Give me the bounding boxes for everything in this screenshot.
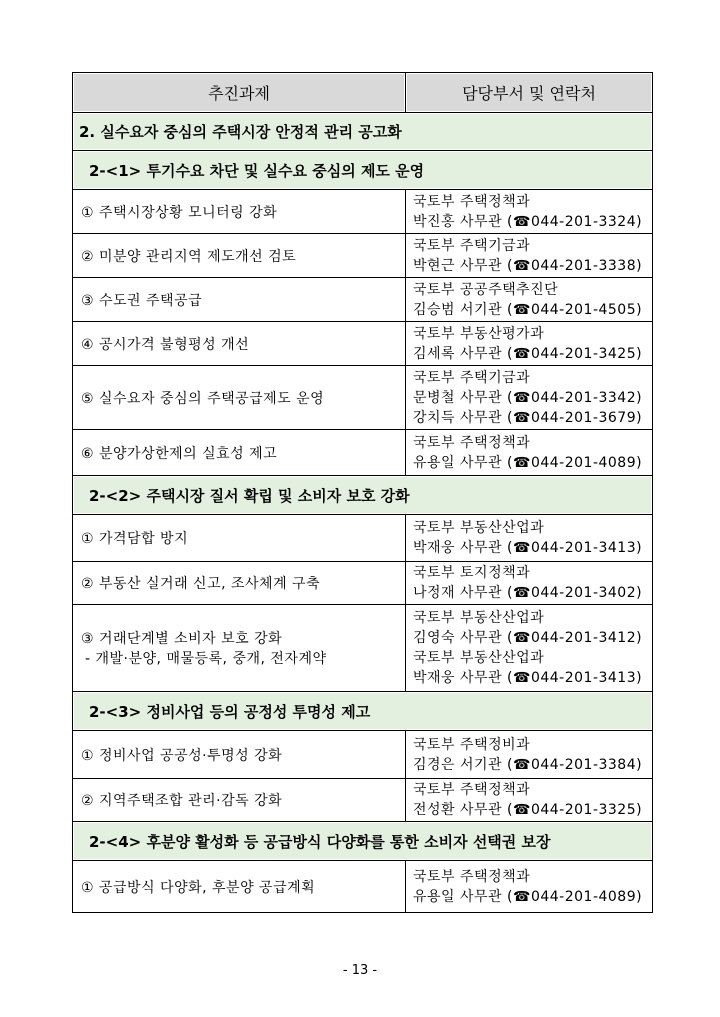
contact-line: 김영숙 사무관 (☎044-201-3412)	[413, 630, 643, 646]
subsection-row	[73, 151, 653, 190]
section-title: 2. 실수요자 중심의 주택시장 안정적 관리 공고화	[73, 113, 653, 151]
subsection-row	[73, 476, 653, 515]
contact-line: 박진홍 사무관 (☎044-201-3324)	[413, 213, 643, 230]
table-row	[73, 605, 653, 692]
task-cell	[73, 731, 406, 779]
contact-line: 국토부 주택정책과	[413, 193, 531, 210]
contact-cell	[406, 605, 653, 692]
contact-line: 김승범 서기관 (☎044-201-4505)	[413, 301, 643, 318]
table-row	[73, 515, 653, 562]
contact-line: 문병철 사무관 (☎044-201-3342)	[413, 389, 643, 406]
table-row	[73, 278, 653, 322]
contact-cell	[406, 562, 653, 605]
table-row	[73, 861, 653, 913]
contact-cell	[406, 779, 653, 822]
table-row	[73, 562, 653, 605]
contact-line: 국토부 주택기금과	[413, 237, 531, 254]
task-cell	[73, 278, 406, 322]
task-label: ① 주택시장상황 모니터링 강화	[81, 204, 278, 221]
table-row	[73, 731, 653, 779]
task-label: ① 공급방식 다양화, 후분양 공급계획	[81, 879, 316, 896]
contact-cell	[406, 430, 653, 476]
task-label: ② 미분양 관리지역 제도개선 검토	[81, 248, 297, 265]
contact-line: 국토부 부동산산업과	[413, 650, 545, 666]
task-note: - 개발·분양, 매물등록, 중개, 전자계약	[85, 651, 327, 667]
contact-line: 박현근 사무관 (☎044-201-3338)	[413, 257, 643, 274]
task-cell	[73, 430, 406, 476]
contact-line: 국토부 주택정책과	[413, 868, 531, 885]
responsibility-table	[72, 72, 653, 913]
subsection-title: 2-<3> 정비사업 등의 공정성 투명성 제고	[73, 692, 653, 731]
task-label: ② 부동산 실거래 신고, 조사체계 구축	[81, 576, 321, 592]
task-cell	[73, 366, 406, 430]
contact-cell	[406, 366, 653, 430]
header-contact: 담당부서 및 연락처	[406, 73, 653, 113]
contact-line: 김경은 서기관 (☎044-201-3384)	[413, 756, 643, 773]
table-header-row	[73, 73, 653, 113]
contact-line: 국토부 공공주택추진단	[413, 281, 559, 298]
task-cell	[73, 190, 406, 234]
contact-cell	[406, 515, 653, 562]
contact-line: 국토부 주택정책과	[413, 782, 531, 798]
task-cell	[73, 861, 406, 913]
task-cell	[73, 605, 406, 692]
task-label: ① 정비사업 공공성·투명성 강화	[81, 747, 283, 764]
contact-line: 전성환 사무관 (☎044-201-3325)	[413, 802, 643, 818]
section-row	[73, 113, 653, 151]
task-label: ⑤ 실수요자 중심의 주택공급제도 운영	[81, 390, 325, 407]
contact-line: 나정재 사무관 (☎044-201-3402)	[413, 585, 643, 601]
contact-line: 유용일 사무관 (☎044-201-4089)	[413, 888, 643, 905]
contact-line: 강치득 사무관 (☎044-201-3679)	[413, 409, 643, 426]
contact-cell	[406, 322, 653, 366]
contact-line: 유용일 사무관 (☎044-201-4089)	[413, 454, 643, 471]
page-number: - 13 -	[342, 963, 378, 978]
contact-cell	[406, 731, 653, 779]
task-label: ⑥ 분양가상한제의 실효성 제고	[81, 445, 278, 462]
table-row	[73, 430, 653, 476]
contact-line: 국토부 주택정비과	[413, 736, 531, 753]
contact-cell	[406, 190, 653, 234]
contact-line: 김세록 사무관 (☎044-201-3425)	[413, 345, 643, 362]
table-row	[73, 779, 653, 822]
contact-line: 국토부 주택정책과	[413, 434, 531, 451]
subsection-row	[73, 692, 653, 731]
task-label: ③ 수도권 주택공급	[81, 292, 203, 309]
header-task: 추진과제	[73, 73, 406, 113]
contact-cell	[406, 234, 653, 278]
table-row	[73, 366, 653, 430]
contact-line: 박재웅 사무관 (☎044-201-3413)	[413, 670, 643, 686]
task-cell	[73, 322, 406, 366]
task-label: ④ 공시가격 불형평성 개선	[81, 336, 250, 353]
contact-cell	[406, 861, 653, 913]
subsection-title: 2-<2> 주택시장 질서 확립 및 소비자 보호 강화	[73, 476, 653, 515]
task-cell	[73, 234, 406, 278]
contact-line: 국토부 부동산산업과	[413, 610, 545, 626]
subsection-title: 2-<4> 후분양 활성화 등 공급방식 다양화를 통한 소비자 선택권 보장	[73, 822, 653, 861]
task-label: ③ 거래단계별 소비자 보호 강화	[81, 631, 283, 647]
contact-line: 박재웅 사무관 (☎044-201-3413)	[413, 540, 643, 556]
table-row	[73, 234, 653, 278]
table-row	[73, 322, 653, 366]
task-cell	[73, 515, 406, 562]
task-label: ② 지역주택조합 관리·감독 강화	[81, 793, 283, 809]
contact-line: 국토부 부동산평가과	[413, 325, 545, 342]
contact-line: 국토부 토지정책과	[413, 565, 531, 581]
subsection-title: 2-<1> 투기수요 차단 및 실수요 중심의 제도 운영	[73, 151, 653, 190]
task-cell	[73, 562, 406, 605]
subsection-row	[73, 822, 653, 861]
table-row	[73, 190, 653, 234]
contact-cell	[406, 278, 653, 322]
task-cell	[73, 779, 406, 822]
contact-line: 국토부 부동산산업과	[413, 520, 545, 536]
task-label: ① 가격담합 방지	[81, 531, 189, 547]
contact-line: 국토부 주택기금과	[413, 369, 531, 386]
